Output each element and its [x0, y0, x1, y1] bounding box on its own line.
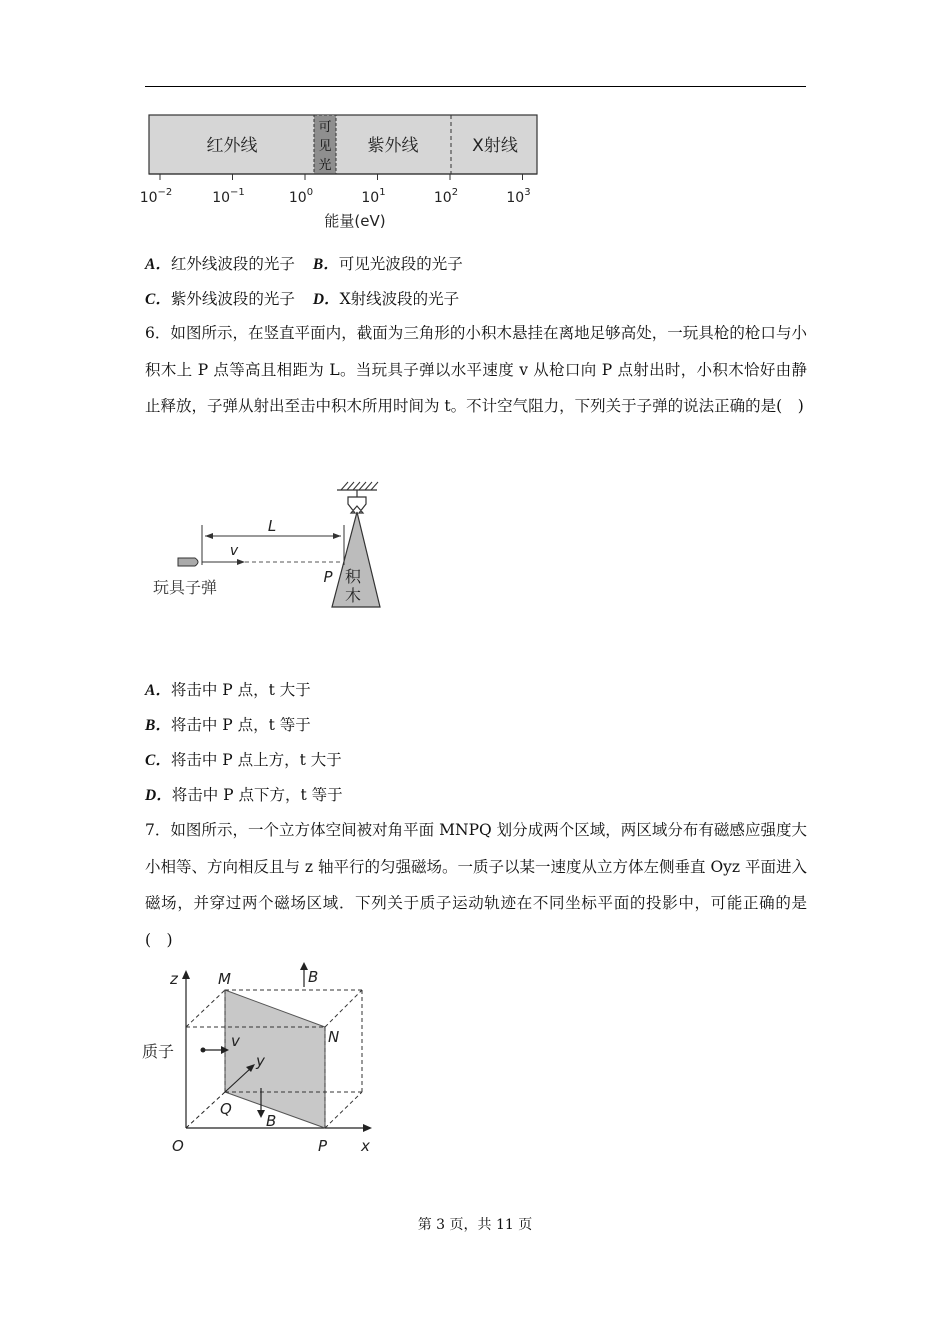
- q6-figure: [145, 470, 395, 620]
- q6-option-b-letter: B．: [145, 717, 171, 734]
- q6-option-d: [145, 785, 343, 806]
- energy-tick-label: $10^2$: [433, 187, 459, 206]
- q6-option-a-text: 将击中 P 点，t 大于: [170, 681, 311, 699]
- q6-stem: 6．如图所示，在竖直平面内，截面为三角形的小积木悬挂在离地足够高处，一玩具枪的枪口与小积木上 P 点等高且相距为 L。当玩具子弹以水平速度 v 从枪口向 P 点射出时，小积木恰好由静止释放，子弹从射出至击中积木所用时间为 t。不计空气阻力，下列关于子弹的说法正确的是( ): [145, 324, 807, 415]
- energy-tick-label: $10^0$: [288, 187, 314, 206]
- header-rule: [145, 86, 806, 87]
- energy-tick-label: $10^1$: [361, 187, 386, 206]
- energy-axis-label: 能量(eV): [324, 212, 386, 230]
- q6-option-c-text: 将击中 P 点上方，t 大于: [170, 751, 342, 769]
- l-label: L: [267, 517, 277, 535]
- clamp: [348, 497, 366, 513]
- z-label: z: [170, 970, 178, 988]
- q6-option-a: [145, 680, 311, 701]
- proton-label: 质子: [142, 1042, 175, 1061]
- o-label: O: [172, 1137, 184, 1155]
- q5-option-c-text: 紫外线波段的光子: [170, 290, 295, 308]
- q-label: Q: [220, 1100, 232, 1118]
- q5-option-b-letter: B．: [312, 256, 339, 273]
- q6-option-b: [145, 715, 311, 736]
- q6-option-c-letter: C．: [145, 752, 171, 769]
- q5-options-row-1: [145, 254, 463, 275]
- q5-option-c-letter: C．: [145, 291, 171, 308]
- l-arrow-left: [205, 533, 213, 539]
- velocity-arrowhead: [237, 559, 245, 565]
- q6-option-a-letter: A．: [145, 682, 171, 699]
- bullet: [178, 558, 198, 566]
- b-down-label: B: [266, 1112, 277, 1130]
- q7-stem: 7．如图所示，一个立方体空间被对角平面 MNPQ 划分成两个区域，两区域分布有磁感应强度大小相等、方向相反且与 z 轴平行的匀强磁场。一质子以某一速度从立方体左侧垂直 Oyz 平面进入磁场，并穿过两个磁场区域．下列关于质子运动轨迹在不同坐标平面的投影中，可能正确的是( ): [145, 821, 808, 949]
- gun-label: 玩具子弹: [153, 578, 218, 597]
- q7-figure: [140, 962, 390, 1162]
- energy-tick-label: $10^{-1}$: [212, 187, 245, 206]
- q6-option-b-text: 将击中 P 点，t 等于: [170, 716, 311, 734]
- b-up-arrowhead: [300, 962, 308, 970]
- q5-option-d-letter: D．: [312, 291, 340, 308]
- x-label: x: [361, 1137, 370, 1155]
- ultraviolet-label: 紫外线: [367, 136, 419, 156]
- page-footer: 第 3 页，共 11 页: [417, 1217, 533, 1233]
- q6-option-c: [145, 750, 342, 771]
- q6-option-d-letter: D．: [145, 787, 172, 804]
- m-label: M: [218, 970, 231, 988]
- v-label-q7: v: [231, 1032, 240, 1050]
- q5-option-a-letter: A．: [145, 256, 171, 273]
- energy-tick-label: $10^{-2}$: [140, 187, 173, 206]
- spectrum-figure: [140, 108, 550, 233]
- block-label-2: 木: [344, 586, 362, 605]
- q5-option-a-text: 红外线波段的光子: [170, 255, 295, 273]
- q5-options-row-2: [145, 289, 459, 310]
- q5-option-d-text: X射线波段的光子: [339, 290, 460, 308]
- b-down-arrowhead: [257, 1110, 265, 1118]
- block-label-1: 积: [344, 567, 362, 586]
- energy-ticks: [140, 174, 531, 206]
- visible-label-3: 光: [318, 158, 332, 173]
- diagonal-plane-mnpq: [225, 990, 325, 1128]
- visible-label-1: 可: [318, 120, 332, 135]
- visible-label-2: 见: [318, 139, 332, 154]
- p-label-q7: P: [318, 1137, 328, 1155]
- q5-option-b-text: 可见光波段的光子: [338, 255, 463, 273]
- v-label: v: [229, 543, 239, 559]
- p-label: P: [323, 568, 333, 586]
- xray-label: X射线: [472, 136, 518, 156]
- y-label: y: [256, 1052, 265, 1070]
- n-label: N: [328, 1028, 340, 1046]
- x-arrowhead: [363, 1124, 372, 1132]
- l-arrow-right: [333, 533, 341, 539]
- energy-tick-label: $10^3$: [506, 187, 531, 206]
- infrared-label: 红外线: [206, 136, 258, 156]
- b-up-label: B: [308, 968, 319, 986]
- z-arrowhead: [182, 970, 190, 979]
- q6-option-d-text: 将击中 P 点下方，t 等于: [171, 786, 343, 804]
